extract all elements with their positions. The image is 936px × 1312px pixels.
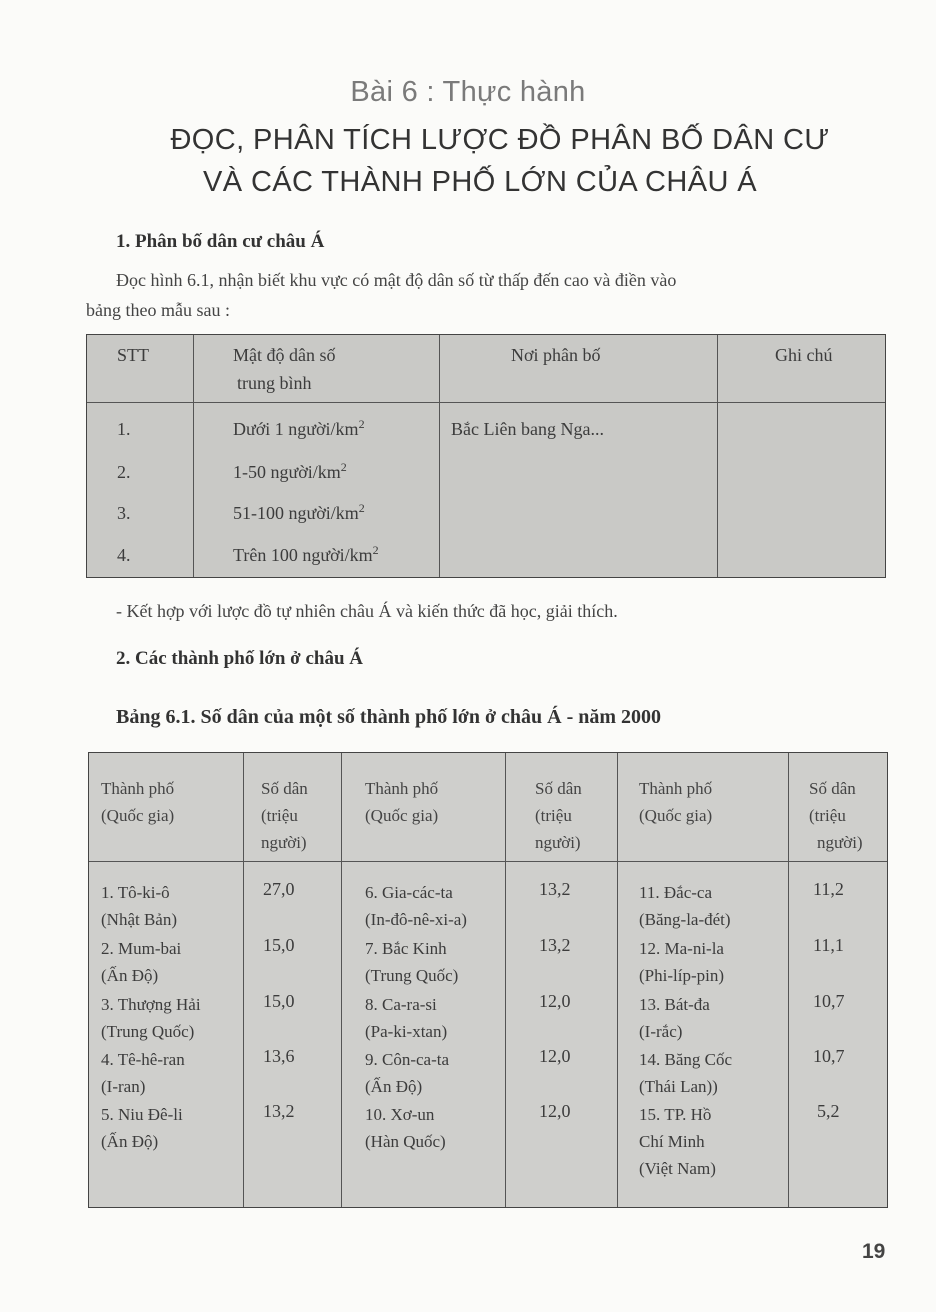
row3-density: 51-100 người/$km^2$ (233, 501, 365, 523)
lesson-title: Bài 6 : Thực hành (350, 76, 586, 108)
pop-11: 11,2 (813, 879, 844, 899)
row2-density: 1-50 người/$km^2$ (233, 460, 347, 482)
city-3: 3. Thượng Hải (Trung Quốc) (101, 995, 201, 1041)
page-title-line2: VÀ CÁC THÀNH PHỐ LỚN CỦA CHÂU Á (203, 166, 757, 198)
section1-note: - Kết hợp với lược đồ tự nhiên châu Á và kiến thức đã học, giải thích. (116, 601, 618, 621)
header-city-3: Thành phố (Quốc gia) (639, 779, 713, 825)
header-city-1: Thành phố (Quốc gia) (101, 779, 175, 825)
city-6: 6. Gia-các-ta (In-đô-nê-xi-a) (365, 883, 467, 929)
section1-intro-line1: Đọc hình 6.1, nhận biết khu vực có mật độ dân số từ thấp đến cao và điền vào (116, 270, 677, 290)
row4-density: Trên 100 người/$km^2$ (233, 543, 379, 565)
city-7: 7. Bắc Kinh (Trung Quốc) (365, 939, 459, 985)
density-table (86, 334, 886, 578)
page-title-line1: ĐỌC, PHÂN TÍCH LƯỢC ĐỒ PHÂN BỐ DÂN CƯ (170, 124, 830, 156)
pop-8: 12,0 (539, 991, 571, 1011)
city-12: 12. Ma-ni-la (Phi-líp-pin) (639, 939, 724, 985)
city-1: 1. Tô-ki-ô (Nhật Bản) (101, 883, 178, 929)
city-8: 8. Ca-ra-si (Pa-ki-xtan) (365, 995, 448, 1041)
city-5: 5. Niu Đê-li (Ấn Độ) (101, 1105, 183, 1151)
city-11: 11. Đắc-ca (Băng-la-đét) (639, 883, 731, 929)
city-2: 2. Mum-bai (Ấn Độ) (101, 939, 182, 985)
header-city-2: Thành phố (Quốc gia) (365, 779, 439, 825)
row1-location: Bắc Liên bang Nga... (451, 419, 604, 439)
pop-2: 15,0 (263, 935, 295, 955)
header-pop-1: Số dân (triệu người) (261, 779, 308, 852)
header-note: Ghi chú (775, 345, 833, 365)
pop-15: 5,2 (817, 1101, 840, 1121)
row1-density: Dưới 1 người/$km^2$ (233, 417, 365, 439)
pop-7: 13,2 (539, 935, 571, 955)
pop-1: 27,0 (263, 879, 295, 899)
city-9: 9. Côn-ca-ta (Ấn Độ) (365, 1050, 450, 1096)
section2-heading: 2. Các thành phố lớn ở châu Á (116, 648, 363, 669)
pop-6: 13,2 (539, 879, 571, 899)
pop-3: 15,0 (263, 991, 295, 1011)
pop-5: 13,2 (263, 1101, 295, 1121)
pop-13: 10,7 (813, 991, 845, 1011)
header-pop-2: Số dân (triệu người) (535, 779, 582, 852)
row4-stt: 4. (117, 545, 131, 565)
row1-stt: 1. (117, 419, 131, 439)
table-caption: Bảng 6.1. Số dân của một số thành phố lớn ở châu Á - năm 2000 (116, 706, 662, 728)
city-13: 13. Bát-đa (I-rắc) (639, 995, 710, 1041)
city-10: 10. Xơ-un (Hàn Quốc) (365, 1105, 446, 1151)
header-density-line2: trung bình (237, 373, 312, 393)
pop-10: 12,0 (539, 1101, 571, 1121)
pop-14: 10,7 (813, 1046, 845, 1066)
city-15: 15. TP. Hồ Chí Minh (Việt Nam) (639, 1105, 716, 1178)
header-stt: STT (117, 345, 150, 365)
page-number: 19 (862, 1240, 886, 1263)
header-pop-3: Số dân (triệu người) (809, 779, 863, 852)
pop-9: 12,0 (539, 1046, 571, 1066)
header-density-line1: Mật độ dân số (233, 345, 336, 365)
cities-table (88, 752, 888, 1208)
city-4: 4. Tê-hê-ran (I-ran) (101, 1050, 185, 1096)
row2-stt: 2. (117, 462, 131, 482)
row3-stt: 3. (117, 503, 131, 523)
section1-intro-line2: bảng theo mẫu sau : (86, 300, 230, 320)
city-14: 14. Băng Cốc (Thái Lan)) (639, 1050, 733, 1096)
pop-12: 11,1 (813, 935, 844, 955)
section1-heading: 1. Phân bố dân cư châu Á (116, 231, 325, 252)
pop-4: 13,6 (263, 1046, 295, 1066)
header-location: Nơi phân bố (511, 345, 601, 365)
